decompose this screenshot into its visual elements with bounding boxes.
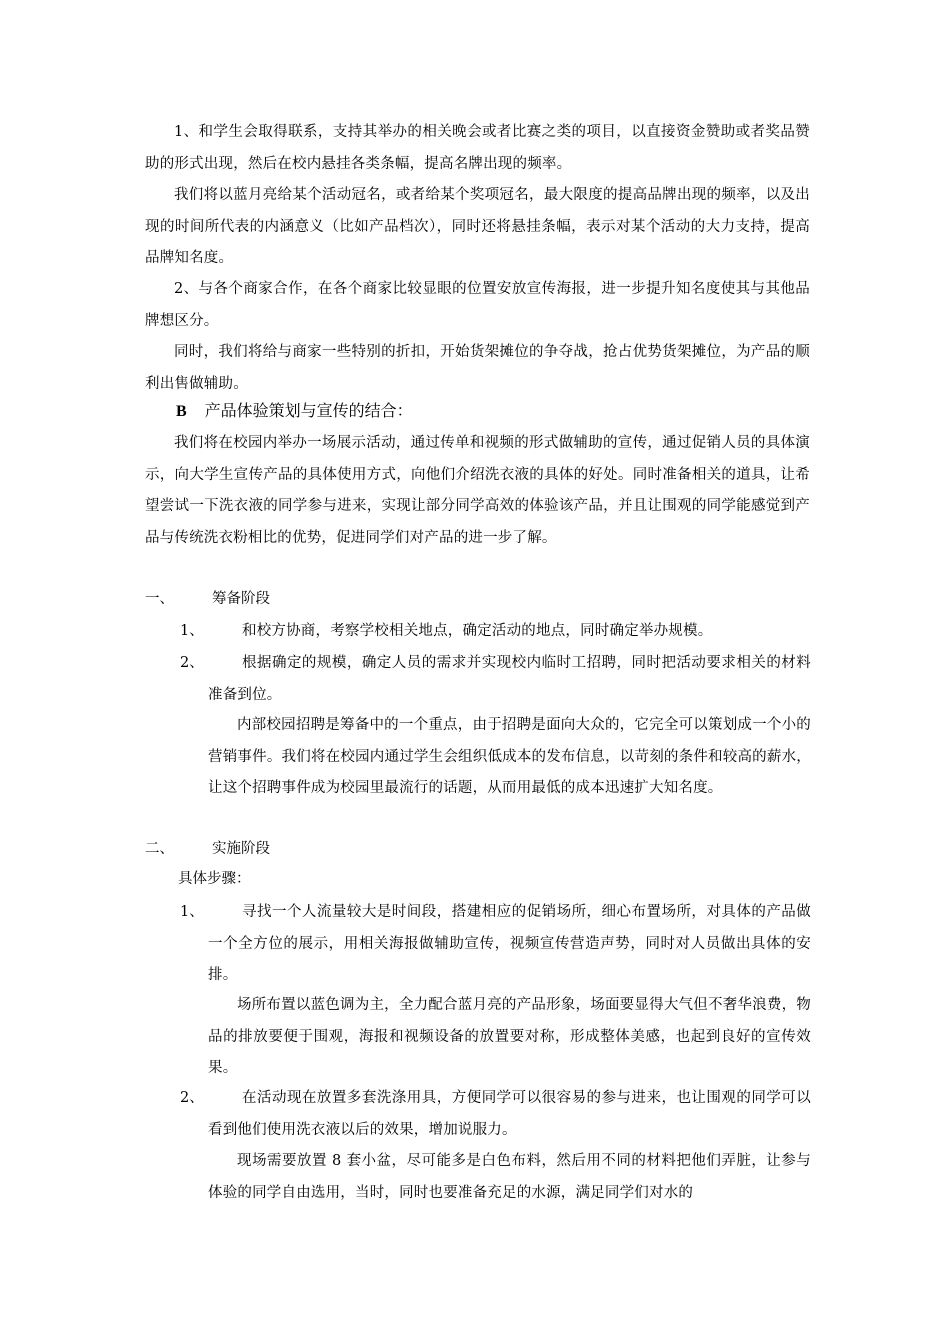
stage2-item1-text: 寻找一个人流量较大是时间段，搭建相应的促销场所，细心布置场所，对具体的产品做一个全方位的展示，用相关海报做辅助宣传，视频宣传营造声势，同时对人员做出具体的安排。 — [208, 904, 811, 983]
stage2-item1-number: 1、 — [180, 904, 204, 920]
stage2-item2-text: 在活动现在放置多套洗涤用具，方便同学可以很容易的参与进来，也让围观的同学可以看到他们使用洗衣液以后的效果，增加说服力。 — [208, 1090, 811, 1138]
paragraph-merchant-cooperation: 2、与各个商家合作，在各个商家比较显眼的位置安放宣传海报，进一步提升知名度使其与其他品牌想区分。 — [145, 281, 810, 329]
paragraph-sponsorship: 1、和学生会取得联系，支持其举办的相关晚会或者比赛之类的项目，以直接资金赞助或者奖品赞助的形式出现，然后在校内悬挂各类条幅，提高名牌出现的频率。 — [145, 124, 810, 172]
paragraph-shelf-competition: 同时，我们将给与商家一些特别的折扣，开始货架摊位的争夺战，抢占优势货架摊位，为产品的顺利出售做辅助。 — [145, 344, 810, 392]
stage1-item1-number: 1、 — [180, 623, 204, 639]
stage2-item1-venue-paragraph: 场所布置以蓝色调为主，全力配合蓝月亮的产品形象，场面要显得大气但不奢华浪费，物品的排放要便于围观，海报和视频设备的放置要对称，形成整体美感，也起到良好的宣传效果。 — [208, 997, 811, 1076]
paragraph-product-experience: 我们将在校园内举办一场展示活动，通过传单和视频的形式做辅助的宣传，通过促销人员的具体演示，向大学生宣传产品的具体使用方式，向他们介绍洗衣液的具体的好处。同时准备相关的道具，让希望尝试一下洗衣液的同学参与进来，实现让部分同学高效的体验该产品，并且让围观的同学能感觉到产品与传统洗衣粉相比的优势，促进同学们对产品的进一步了解。 — [145, 435, 810, 546]
stage2-item2-number: 2、 — [180, 1090, 204, 1106]
stage1-item2-number: 2、 — [180, 655, 204, 671]
section-heading-b — [176, 396, 696, 427]
stage2-title: 实施阶段 — [212, 841, 270, 857]
section-heading-text: 产品体验策划与宣传的结合： — [204, 401, 413, 420]
stage1-item2-recruitment-paragraph: 内部校园招聘是筹备中的一个重点，由于招聘是面向大众的，它完全可以策划成一个小的营销事件。我们将在校园内通过学生会组织低成本的发布信息，以苛刻的条件和较高的薪水，让这个招聘事件成为校园里最流行的话题，从而用最低的成本迅速扩大知名度。 — [208, 717, 811, 796]
stage2-steps-label: 具体步骤： — [178, 871, 251, 887]
paragraph-naming-rights: 我们将以蓝月亮给某个活动冠名，或者给某个奖项冠名，最大限度的提高品牌出现的频率，以及出现的时间所代表的内涵意义（比如产品档次），同时还将悬挂条幅，表示对某个活动的大力支持，提高品牌知名度。 — [145, 187, 810, 266]
section-letter: B — [176, 403, 187, 420]
stage1-title: 筹备阶段 — [212, 591, 270, 607]
stage2-item2-basins-paragraph: 现场需要放置 8 套小盆，尽可能多是白色布料，然后用不同的材料把他们弄脏，让参与体验的同学自由选用，当时，同时也要准备充足的水源，满足同学们对水的 — [208, 1153, 811, 1201]
stage2-number: 二、 — [145, 841, 174, 857]
stage1-item1-text: 和校方协商，考察学校相关地点，确定活动的地点，同时确定举办规模。 — [242, 623, 713, 639]
stage1-item2-text: 根据确定的规模，确定人员的需求并实现校内临时工招聘，同时把活动要求相关的材料准备到位。 — [208, 655, 811, 703]
stage1-number: 一、 — [145, 591, 174, 607]
